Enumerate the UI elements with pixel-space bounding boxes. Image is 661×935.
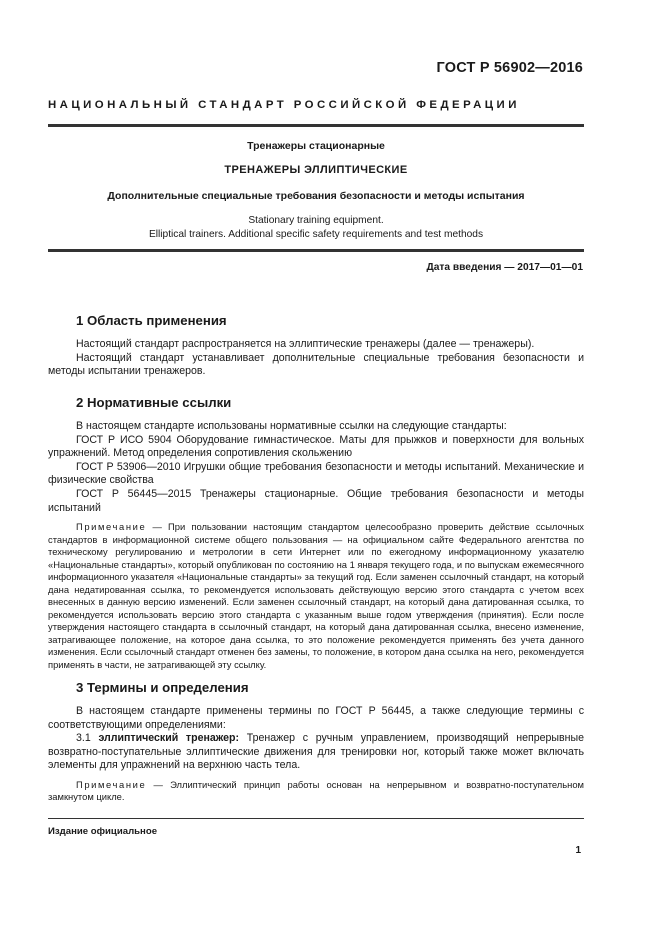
title-requirements: Дополнительные специальные требования безопасности и методы испытания: [107, 190, 525, 202]
title-main: ТРЕНАЖЕРЫ ЭЛЛИПТИЧЕСКИЕ: [224, 164, 408, 176]
term-definition: [48, 732, 584, 773]
paragraph: Настоящий стандарт распространяется на эллиптические тренажеры (далее — тренажеры).: [76, 338, 535, 350]
note-text: — При пользовании настоящим стандартом целесообразно проверить действие ссылочных стандартов в информационной системе общего пользования — на официальном сайте Федерального агентства по техническому регулированию и метрологии в сети Интернет или по ежегодному информационному указателю «Национальные стандарты», который опубликован по состоянию на 1 января текущего года, и по выпускам ежемесячного информационного указателя «Национальные стандарты» за текущий год. Если заменен ссылочный стандарт, на который дана недатированная ссылка, то рекомендуется использовать действующую версию этого стандарта с учетом всех внесенных в данную версию изменений. Если заменен ссылочный стандарт, на который дана датированная ссылка, то рекомендуется использовать версию этого стандарта с указанным выше годом утверждения (принятия). Если после утверждения настоящего стандарта в ссылочный стандарт, на который дана датированная ссылка, внесено изменение, затрагивающее положение, на которое дана ссылка, то это положение рекомендуется применять без учета данного изменения. Если ссылочный стандарт отменен без замены, то положение, в котором дана ссылка на него, рекомендуется применять в части, не затрагивающей эту ссылку.: [48, 521, 584, 670]
paragraph: ГОСТ Р ИСО 5904 Оборудование гимнастическое. Маты для прыжков и поверхности для вольных упражнений. Метод определения сопротивления скольжению: [48, 433, 584, 460]
paragraph: ГОСТ Р 56445—2015 Тренажеры стационарные. Общие требования безопасности и методы испытаний: [48, 487, 584, 514]
note-paragraph: [48, 779, 584, 804]
introduction-date: Дата введения — 2017—01—01: [426, 262, 583, 273]
term-text: Тренажер с ручным управлением, производящий непрерывные возвратно-поступательные эллиптические движения для тренировки ног, который также может включать элементы для упражнений на верхнюю часть тела.: [48, 732, 584, 772]
term-name: эллиптический тренажер:: [98, 732, 240, 745]
section-normative-references: [48, 395, 584, 671]
note-text: — Эллиптический принцип работы основан на непрерывном и возвратно-поступательном замкнутом цикле.: [48, 778, 584, 803]
note-paragraph: [48, 521, 584, 671]
footer-rule: [48, 818, 584, 819]
section-scope: [48, 313, 584, 379]
section-heading: 1 Область применения: [76, 313, 227, 328]
section-heading: 2 Нормативные ссылки: [76, 395, 232, 410]
header-rule: [48, 124, 584, 127]
section-terms: [48, 680, 584, 804]
title-rule: [48, 249, 584, 252]
title-english-line2: Elliptical trainers. Additional specific safety requirements and test methods: [148, 229, 484, 240]
term-number: 3.1: [76, 732, 99, 745]
title-english-line1: Stationary training equipment.: [248, 215, 384, 226]
paragraph: В настоящем стандарте применены термины по ГОСТ Р 56445, а также следующие термины с соответствующими определениями:: [48, 705, 584, 731]
paragraph: В настоящем стандарте использованы нормативные ссылки на следующие стандарты:: [76, 420, 507, 432]
page-number: 1: [575, 845, 581, 856]
gost-number: ГОСТ Р 56902—2016: [436, 60, 583, 76]
national-standard-heading: НАЦИОНАЛЬНЫЙ СТАНДАРТ РОССИЙСКОЙ ФЕДЕРАЦИИ: [48, 99, 520, 111]
section-heading: 3 Термины и определения: [76, 680, 249, 695]
title-subtitle: Тренажеры стационарные: [247, 140, 385, 152]
official-edition: Издание официальное: [48, 826, 158, 837]
paragraph: Настоящий стандарт устанавливает дополнительные специальные требования безопасности и методы испытании тренажеров.: [48, 351, 584, 378]
note-label: Примечание: [76, 778, 147, 790]
note-label: Примечание: [76, 521, 147, 533]
paragraph: ГОСТ Р 53906—2010 Игрушки общие требования безопасности и методы испытаний. Механические и физические свойства: [48, 460, 584, 487]
